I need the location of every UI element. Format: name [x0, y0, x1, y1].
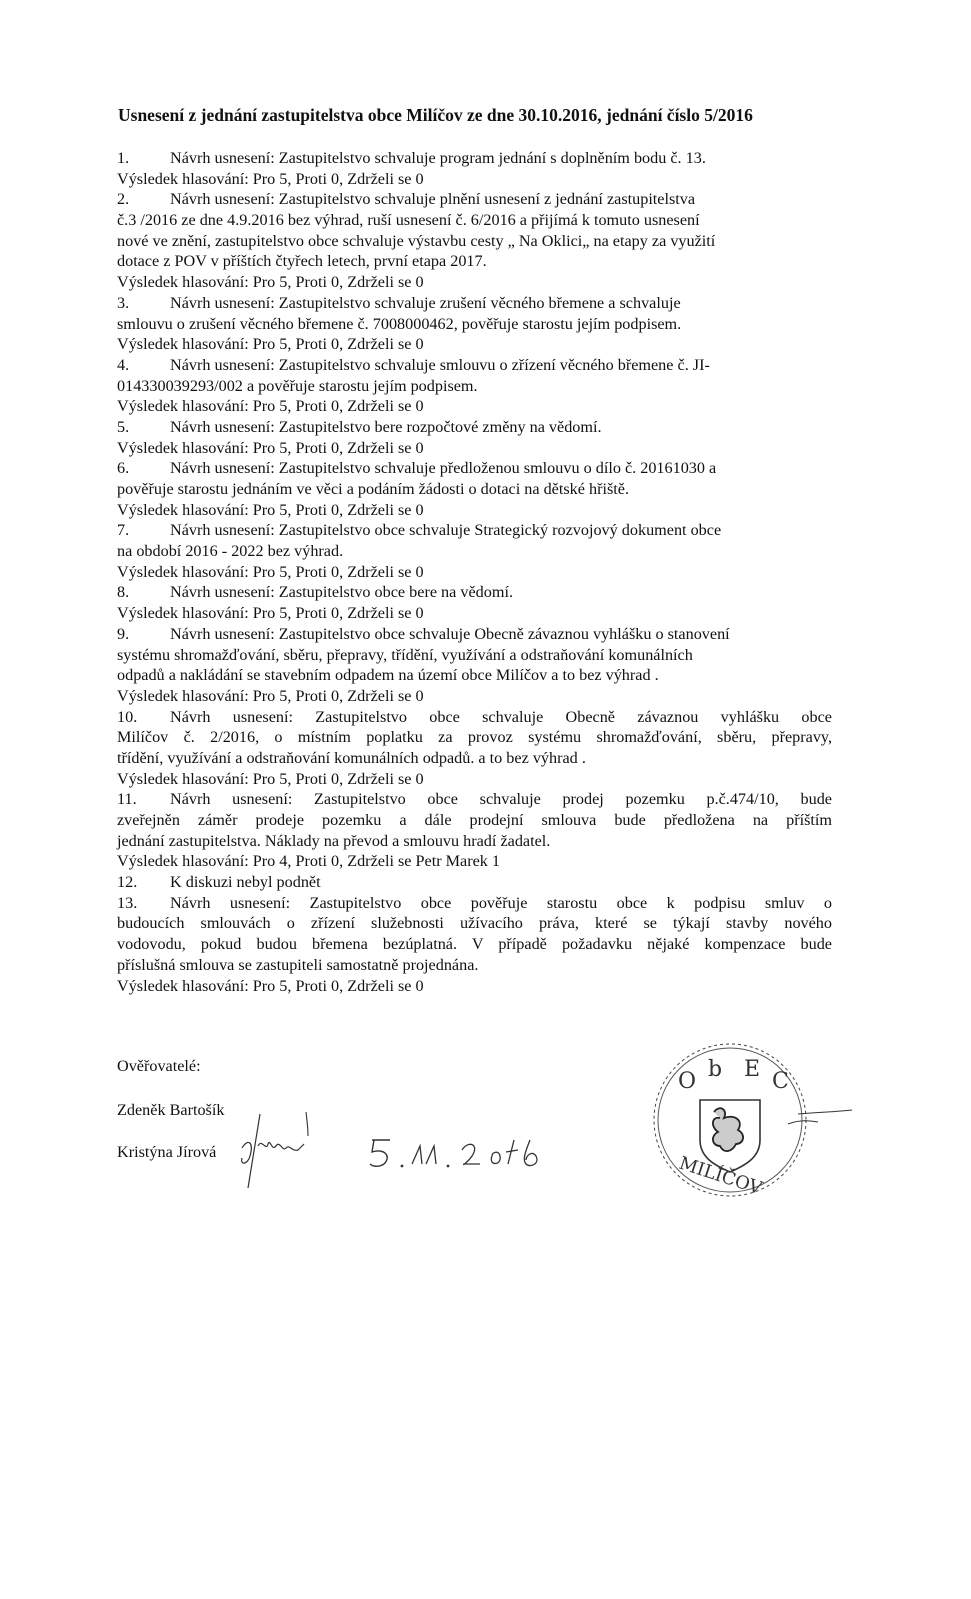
resolution-text: č.3 /2016 ze dne 4.9.2016 bez výhrad, ruší usnesení č. 6/2016 a přijímá k tomuto usnesení: [117, 211, 700, 230]
resolution-text: nové ve znění, zastupitelstvo obce schvaluje výstavbu cesty „ Na Oklici„ na etapy za využití: [117, 231, 716, 250]
resolution-line: [117, 210, 832, 231]
resolution-text: Návrh usnesení: Zastupitelstvo schvaluje předloženou smlouvu o dílo č. 20161030 a: [170, 459, 717, 478]
resolution-item: [117, 148, 832, 169]
resolution-text: Návrh usnesení: Zastupitelstvo schvaluje zrušení věcného břemene a schvaluje: [170, 293, 681, 312]
resolution-line: [117, 955, 832, 976]
resolution-text: Milíčov č. 2/2016, o místním poplatku za provoz systému shromažďování, sběru, přepravy,: [117, 728, 832, 747]
resolution-text: smlouvu o zrušení věcného břemene č. 7008000462, pověřuje starostu jejím podpisem.: [117, 314, 682, 333]
resolution-text: Výsledek hlasování: Pro 5, Proti 0, Zdrželi se 0: [117, 397, 424, 416]
resolution-line: [117, 913, 832, 934]
resolution-text: systému shromažďování, sběru, přepravy, třídění, využívání a odstraňování komunálních: [117, 645, 693, 664]
resolution-line: [117, 169, 832, 190]
resolution-line: [117, 769, 832, 790]
resolution-item: [117, 707, 832, 728]
resolution-text: Návrh usnesení: Zastupitelstvo schvaluje smlouvu o zřízení věcného břemene č. JI-: [170, 355, 710, 374]
svg-text:E: E: [744, 1057, 761, 1082]
resolution-line: [117, 976, 832, 997]
resolution-text: Výsledek hlasování: Pro 5, Proti 0, Zdrželi se 0: [117, 769, 424, 788]
municipal-stamp: [648, 1040, 853, 1200]
verifiers-label: Ověřovatelé:: [117, 1057, 201, 1075]
resolution-line: [117, 851, 832, 872]
resolution-text: Návrh usnesení: Zastupitelstvo obce pověřuje starostu obce k podpisu smluv o: [170, 893, 832, 912]
resolution-text: Výsledek hlasování: Pro 4, Proti 0, Zdrželi se Petr Marek 1: [117, 852, 501, 871]
resolution-line: [117, 541, 832, 562]
resolution-number: 10.: [117, 707, 138, 726]
resolution-text: Výsledek hlasování: Pro 5, Proti 0, Zdrželi se 0: [117, 438, 424, 457]
resolution-item: [117, 582, 832, 603]
resolution-text: pověřuje starostu jednáním ve věci a podáním žádosti o dotaci na dětské hřiště.: [117, 480, 630, 498]
document-title: Usnesení z jednání zastupitelstva obce Milíčov ze dne 30.10.2016, jednání číslo 5/2016: [118, 105, 753, 125]
resolution-number: 12.: [117, 873, 138, 892]
resolution-line: [117, 251, 832, 272]
resolution-item: [117, 458, 832, 479]
resolution-text: dotace z POV v příštích čtyřech letech, první etapa 2017.: [117, 252, 487, 271]
resolution-line: [117, 562, 832, 583]
resolution-text: Návrh usnesení: Zastupitelstvo obce schvaluje prodej pozemku p.č.474/10, bude: [170, 790, 832, 809]
resolution-text: Výsledek hlasování: Pro 5, Proti 0, Zdrželi se 0: [117, 273, 424, 292]
resolution-number: 4.: [117, 355, 130, 374]
resolution-line: [117, 334, 832, 355]
resolution-text: Návrh usnesení: Zastupitelstvo obce schvaluje Obecně závaznou vyhlášku obce: [170, 707, 832, 726]
resolution-line: [117, 665, 832, 686]
resolution-text: Návrh usnesení: Zastupitelstvo obce bere na vědomí.: [170, 583, 513, 602]
svg-text:O: O: [678, 1069, 697, 1094]
svg-text:C: C: [772, 1069, 789, 1094]
resolution-text: Výsledek hlasování: Pro 5, Proti 0, Zdrželi se 0: [117, 169, 424, 188]
resolution-text: Výsledek hlasování: Pro 5, Proti 0, Zdrželi se 0: [117, 604, 424, 623]
resolution-text: třídění, využívání a odstraňování komunálních odpadů. a to bez výhrad .: [117, 748, 586, 767]
resolution-text: budoucích smlouvách o zřízení služebnosti užívacího práva, které se týkají stavby nového: [117, 914, 832, 933]
resolution-text: Výsledek hlasování: Pro 5, Proti 0, Zdrželi se 0: [117, 500, 424, 519]
resolution-text: vodovodu, pokud budou břemena bezúplatná. V případě požadavku nějaké kompenzace bude: [117, 935, 832, 954]
resolution-text: Návrh usnesení: Zastupitelstvo schvaluje plnění usnesení z jednání zastupitelstva: [170, 190, 696, 209]
resolution-item: [117, 872, 832, 893]
resolution-text: Návrh usnesení: Zastupitelstvo bere rozpočtové změny na vědomí.: [170, 417, 602, 436]
resolution-text: Výsledek hlasování: Pro 5, Proti 0, Zdrželi se 0: [117, 335, 424, 354]
resolution-text: Návrh usnesení: Zastupitelstvo obce schvaluje Strategický rozvojový dokument obce: [170, 521, 722, 540]
resolution-line: [117, 748, 832, 769]
svg-text:b: b: [708, 1057, 723, 1082]
verifier-name-2: Kristýna Jírová: [117, 1143, 217, 1161]
resolution-text: Výsledek hlasování: Pro 5, Proti 0, Zdrželi se 0: [117, 686, 424, 705]
resolution-line: [117, 603, 832, 624]
resolution-line: [117, 272, 832, 293]
resolution-item: [117, 520, 832, 541]
resolution-line: [117, 934, 832, 955]
verifier-name-1: Zdeněk Bartošík: [117, 1101, 225, 1119]
resolution-text: Návrh usnesení: Zastupitelstvo schvaluje program jednání s doplněním bodu č. 13.: [170, 149, 706, 167]
resolution-number: 2.: [117, 190, 130, 209]
resolution-item: [117, 417, 832, 438]
resolution-number: 3.: [117, 293, 130, 312]
resolution-text: Výsledek hlasování: Pro 5, Proti 0, Zdrželi se 0: [117, 976, 424, 995]
svg-text:MILÍČOV: MILÍČOV: [676, 1152, 765, 1200]
resolution-line: [117, 314, 832, 335]
resolution-text: příslušná smlouva se zastupiteli samostatně projednána.: [117, 955, 479, 974]
resolution-item: [117, 789, 832, 810]
resolution-text: odpadů a nakládání se stavebním odpadem na území obce Milíčov a to bez výhrad .: [117, 666, 659, 685]
resolution-text: K diskuzi nebyl podnět: [170, 873, 321, 892]
resolution-number: 1.: [117, 149, 130, 167]
resolution-number: 6.: [117, 459, 130, 478]
resolution-item: [117, 893, 832, 914]
resolution-text: 014330039293/002 a pověřuje starostu jejím podpisem.: [117, 376, 478, 395]
resolution-number: 11.: [117, 790, 137, 809]
handwritten-date: [368, 1134, 553, 1174]
resolution-line: [117, 396, 832, 417]
resolution-number: 7.: [117, 521, 130, 540]
resolution-line: [117, 500, 832, 521]
resolution-line: [117, 376, 832, 397]
resolution-item: [117, 355, 832, 376]
resolution-number: 9.: [117, 624, 130, 643]
resolution-number: 8.: [117, 583, 130, 602]
resolutions-list: [117, 148, 832, 996]
resolution-item: [117, 293, 832, 314]
resolution-line: [117, 727, 832, 748]
resolution-text: zveřejněn záměr prodeje pozemku a dále prodejní smlouva bude předložena na příštím: [117, 811, 832, 829]
handwritten-signature: [228, 1108, 318, 1190]
resolution-text: jednání zastupitelstva. Náklady na převod a smlouvu hradí žadatel.: [117, 831, 551, 850]
resolution-line: [117, 686, 832, 707]
resolution-line: [117, 231, 832, 252]
resolution-text: na období 2016 - 2022 bez výhrad.: [117, 542, 344, 561]
resolution-text: Výsledek hlasování: Pro 5, Proti 0, Zdrželi se 0: [117, 562, 424, 581]
resolution-line: [117, 479, 832, 500]
resolution-line: [117, 810, 832, 831]
resolution-number: 13.: [117, 893, 138, 912]
resolution-line: [117, 438, 832, 459]
resolution-number: 5.: [117, 417, 130, 436]
resolution-line: [117, 645, 832, 666]
resolution-text: Návrh usnesení: Zastupitelstvo obce schvaluje Obecně závaznou vyhlášku o stanovení: [170, 624, 730, 643]
resolution-item: [117, 189, 832, 210]
resolution-line: [117, 831, 832, 852]
resolution-item: [117, 624, 832, 645]
